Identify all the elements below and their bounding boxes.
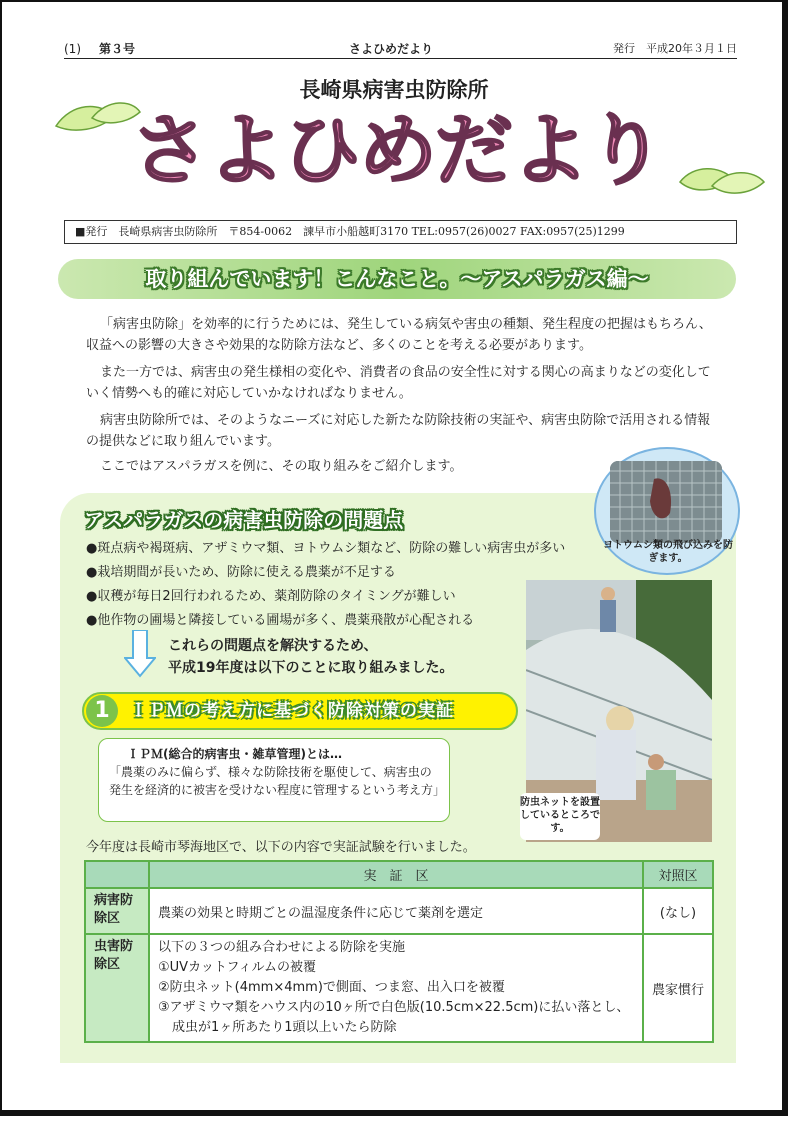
issue-number: 第３号 — [99, 42, 136, 56]
net-closeup-photo — [610, 461, 722, 543]
intro-paragraph-2: また一方では、病害虫の発生様相の変化や、消費者の食品の安全性に対する関心の高まりなどの変化していく情勢へも的確に対応していかなければなりません。 — [86, 365, 711, 401]
ipm-definition-body: 「農薬のみに偏らず、様々な防除技術を駆使して、病害虫の発生を経済的に被害を受けない程度に管理するという考え方」 — [109, 765, 446, 797]
issue-date: 発行 平成20年３月１日 — [613, 42, 737, 55]
list-item: ●斑点病や褐斑病、アザミウマ類、ヨトウムシ類など、防除の難しい病害虫が多い — [86, 541, 566, 556]
table-intro: 今年度は長崎市琴海地区で、以下の内容で実証試験を行いました。 — [86, 840, 476, 855]
table-row — [85, 888, 713, 934]
table-header-cell: 実 証 区 — [149, 861, 643, 888]
table-cell: 農薬の効果と時期ごとの温湿度条件に応じて薬剤を選定 — [149, 888, 643, 934]
arrow-down-icon — [124, 630, 156, 678]
section-banner-title: 取り組んでいます！こんなこと。～アスパラガス編～ — [145, 267, 649, 291]
resolve-text: これらの問題点を解決するため、 平成19年度は以下のことに取り組みました。 — [168, 638, 454, 676]
table-header-row — [85, 861, 713, 888]
issues-panel-title: アスパラガスの病害虫防除の問題点 — [84, 508, 404, 532]
leaf-decoration-right-icon — [676, 160, 766, 204]
row-label: 病害防除区 — [85, 888, 149, 934]
ipm-number-badge: 1 — [86, 695, 118, 727]
list-item: ●他作物の圃場と隣接している圃場が多く、農薬飛散が心配される — [86, 613, 475, 628]
table-header-cell — [85, 861, 149, 888]
table-header-cell: 対照区 — [643, 861, 713, 888]
ipm-definition-title: ＩＰＭ(総合的病害虫・雑草管理)とは… — [127, 747, 342, 761]
callout-caption: ヨトウムシ類の飛び込みを防ぎます。 — [603, 540, 733, 564]
org-name: 長崎県病害虫防除所 — [299, 77, 489, 102]
intro-paragraph-4: ここではアスパラガスを例に、その取り組みをご紹介します。 — [100, 459, 463, 474]
problem-list — [86, 537, 566, 633]
ipm-heading — [82, 692, 518, 730]
header-divider — [64, 58, 737, 59]
table-cell-control: (なし) — [643, 888, 713, 934]
page-number: (1) 第３号 — [64, 42, 136, 56]
ipm-heading-text: ＩＰＭの考え方に基づく防除対策の実証 — [130, 701, 454, 721]
table-row — [85, 934, 713, 1042]
header-title: さよひめだより — [349, 42, 434, 56]
ipm-definition-box — [98, 738, 450, 822]
publisher-info: ■発行 長崎県病害虫防除所 〒854-0062 諫早市小船越町3170 TEL:0957(26)0027 FAX:0957(25)1299 — [64, 220, 737, 244]
list-item: ●栽培期間が長いため、防除に使える農薬が不足する — [86, 565, 396, 580]
row-label: 虫害防除区 — [85, 934, 149, 1042]
trial-table — [84, 860, 714, 1043]
photo-note: 防虫ネットを設置しているところです。 — [520, 793, 600, 840]
list-item: ●収穫が毎日2回行われるため、薬剤防除のタイミングが難しい — [86, 589, 456, 604]
page-header — [64, 40, 737, 60]
intro-paragraph-1: 「病害虫防除」を効率的に行うためには、発生している病気や害虫の種類、発生程度の把握はもちろん、収益への影響の大きさや効果的な防除方法など、多くのことを考える必要があります。 — [86, 317, 712, 353]
masthead-title: さよひめだより — [130, 105, 663, 196]
intro-paragraph-3: 病害虫防除所では、そのようなニーズに対応した新たな防除技術の実証や、病害虫防除で活用される情報の提供などに取り組んでいます。 — [86, 413, 711, 449]
table-cell: 以下の３つの組み合わせによる防除を実施 ①UVカットフィルムの被覆 ②防虫ネット(4mm×4mm)で側面、つま窓、出入口を被覆 ③アザミウマ類をハウス内の10ヶ所で白色版(10.5cm×22.5cm)に払い落とし、 成虫が1ヶ所あたり1頭以上いたら防除 — [149, 934, 643, 1042]
table-cell-control: 農家慣行 — [643, 934, 713, 1042]
